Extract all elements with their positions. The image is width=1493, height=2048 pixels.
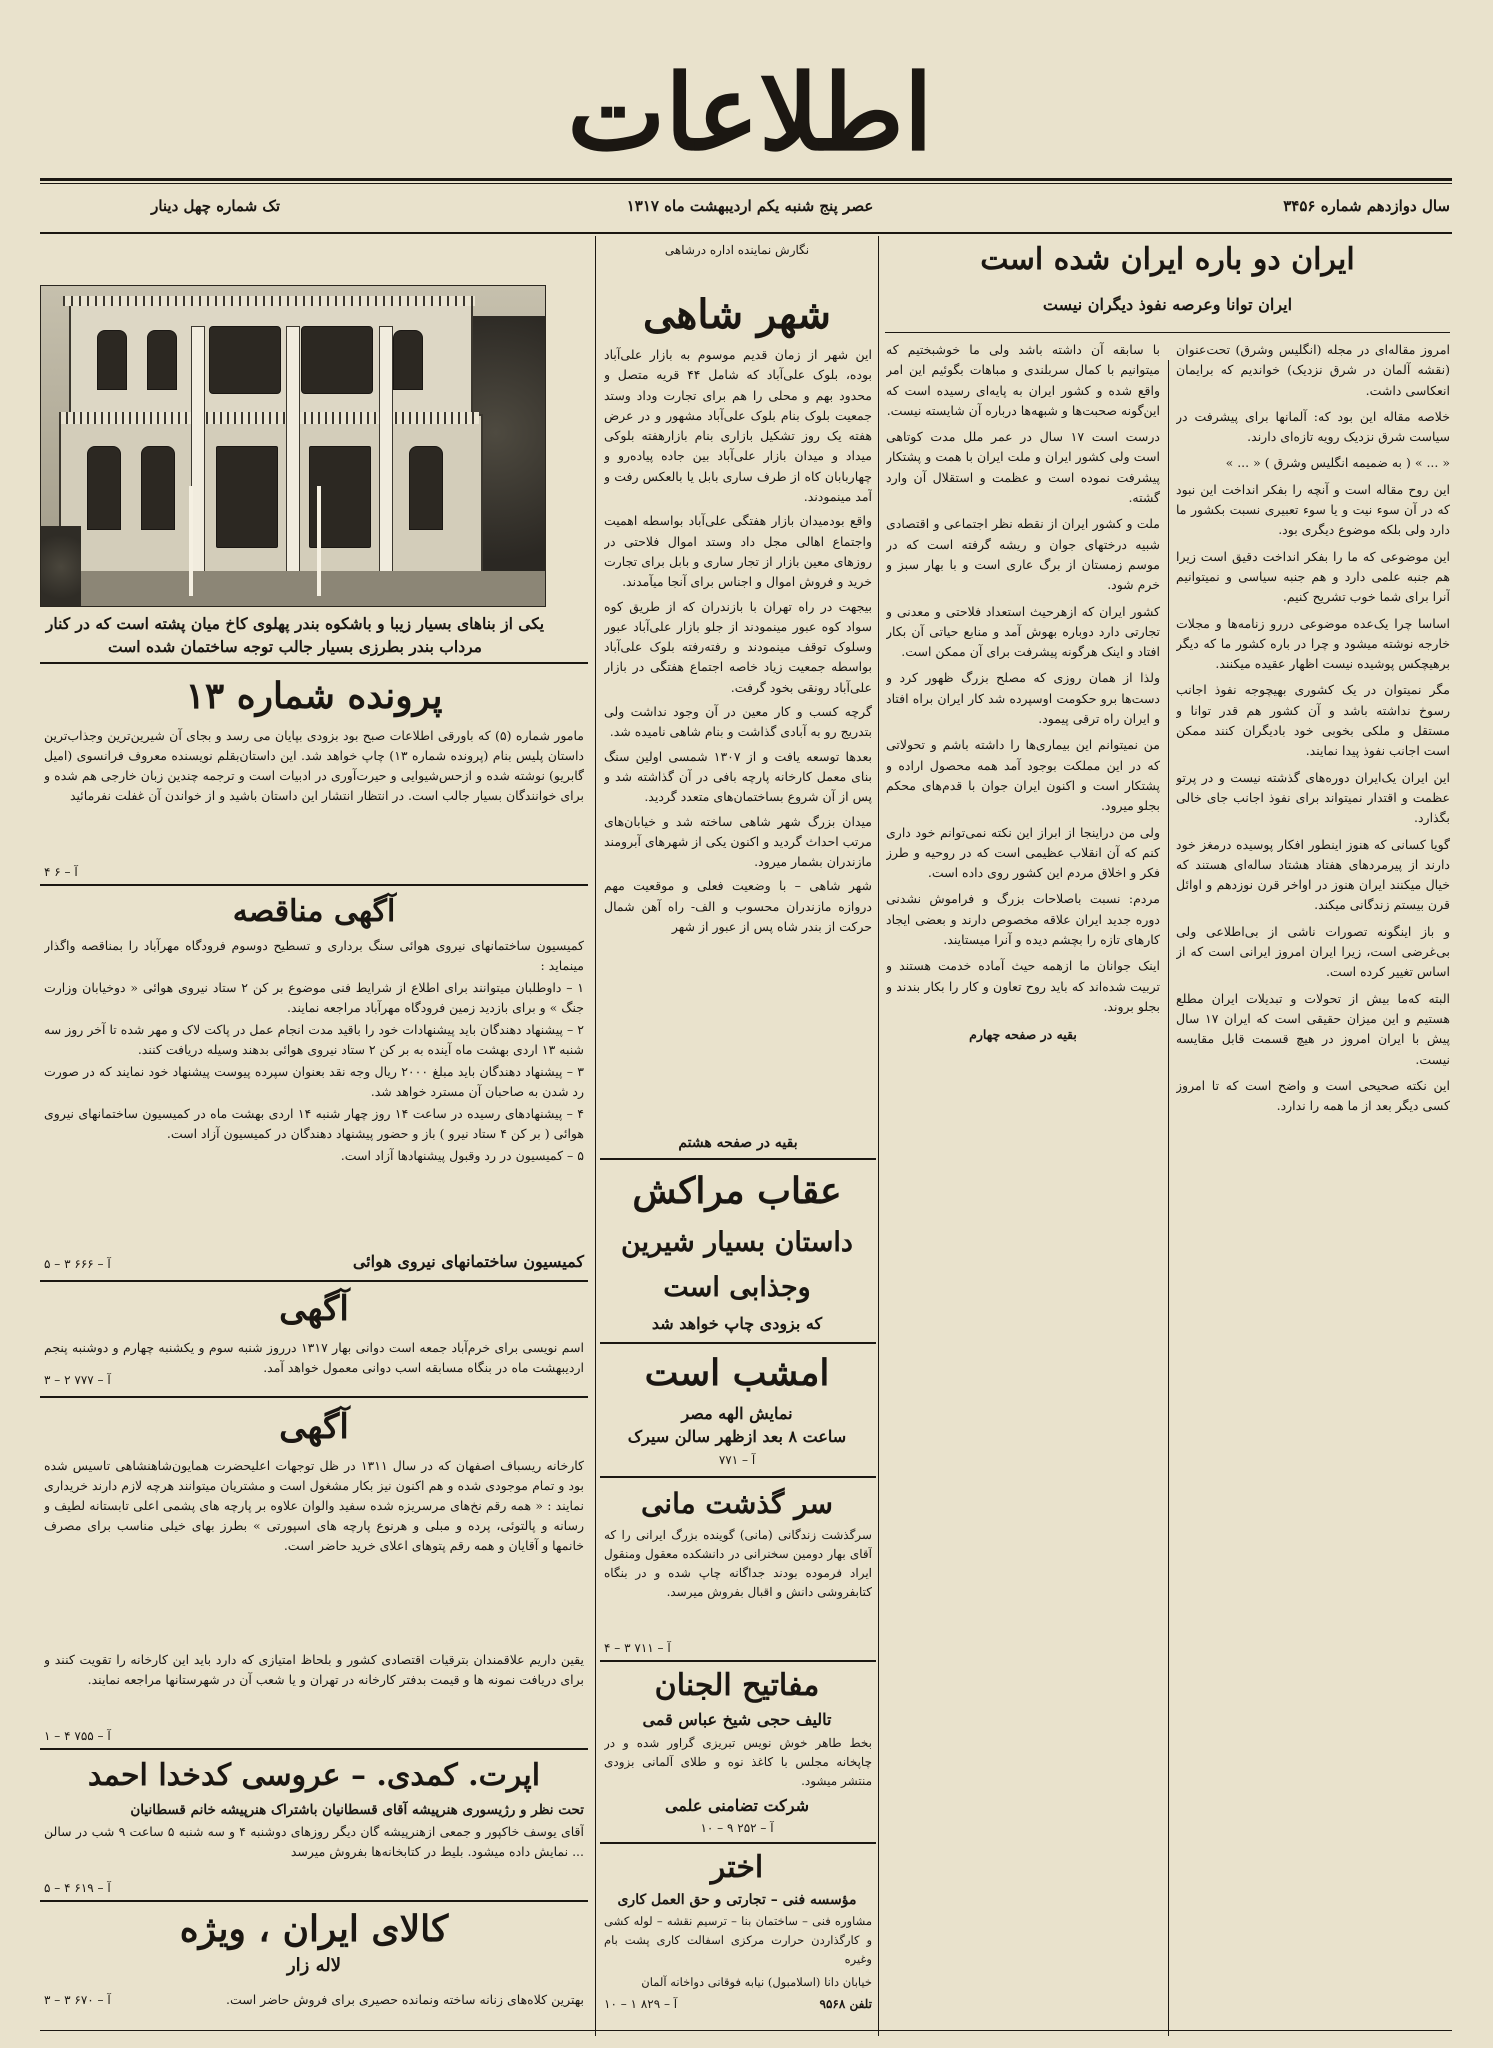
akhtar-line2: مشاوره فنی – ساختمان بنا – ترسیم نقشه – لوله کشی و کارگذاردن حرارت مرکزی اسفالت کاری پشت بام وغیره — [604, 1914, 872, 1966]
monaqese-ref: آ – ۶۶۶ ۳ – ۵ — [44, 1257, 111, 1271]
sargozasht-body: سرگذشت زندگانی (مانی) گوینده بزرگ ایرانی را که آقای بهار دومین سخنرانی در دانشکده معقول ومنقول ایراد فرموده بودند جداگانه چاپ شده و در بنگاه کتابفروشی دانش و اقبال بفروش میرسد. — [604, 1528, 872, 1599]
akhtar-title: اختر — [710, 1850, 764, 1885]
emshab-rule — [600, 1476, 876, 1478]
photo-rule — [40, 662, 588, 664]
photo-caption: یکی از بناهای بسیار زیبا و باشکوه بندر پهلوی کاخ میان پشته است که در کنار مرداب بندر بطرزی بسیار جالب توجه ساختمان شده است — [45, 614, 545, 656]
shahr-paragraph: بیجهت در راه تهران با بازندران که از طریق کوه سواد کوه عبور مینمودند از جلو بازار علی‌آباد عبور وسلوک توقف مینمودند و رفته‌رفته بلوک علی‌آباد بواسطه جمعیت زیاد خاصه اجتماع هفتگی در بازار علی‌آباد رونقی بخود گرفت. — [604, 598, 872, 695]
lead-paragraph: من نمیتوانم این بیماری‌ها را داشته باشم و تحولاتی که در این مملکت بوجود آمد همه محصول اراده و پشتکار است و اکنون ایران جوان با قدم‌های محکم بجلو میرود. — [886, 737, 1160, 814]
masthead-rule-thin — [40, 183, 1452, 184]
lead-paragraph: اساسا چرا یک‌عده موضوعی دررو زنامه‌ها و مجلات خارجه نوشته میشود و چرا در باره کشور ما که دیگر برهیچکس پوشیده نیست اظهار عقیده میکنند. — [1176, 615, 1450, 672]
emshab-ref: آ – ۷۷۱ — [718, 1453, 756, 1467]
agahi2-body1: کارخانه ریسباف اصفهان که در سال ۱۳۱۱ در ظل توجهات اعلیحضرت همایون‌شاهنشاهی تاسیس شده بود و تمام موجودی شده و هم اکنون نیز بکار مشغول است و مشتریان میتوانند هرچه لازم دارند خریداری نمایند : « همه رقم نخ‌های مرسریزه شده سفید والوان علاوه بر پارچه های پشمی اعلی تابستانه لطیف و رسانه و پالتوئی، پرده و مبلی و هرنوع پارچه های اسپورتی » بطرز بهای خیلی مناسب برای مصرف خانمها و آقایان و همه رقم پتوهای اعلای خرید حاضر است. — [44, 1458, 584, 1553]
oqab-line2: وجذابی است — [663, 1272, 811, 1303]
lead-paragraph: گویا کسانی که هنوز اینطور افکار پوسیده درمغز خود دارند از پیرمردهای هفتاد هشتاد ساله‌ای هستند که خیال میکنند ایران هنوز در اواخر قرن نوزدهم و اوائل قرن بیستم زندگانی میکند. — [1176, 836, 1450, 913]
parvande-rule — [40, 884, 588, 886]
lead-paragraph: درست است ۱۷ سال در عمر ملل مدت کوتاهی است ولی کشور ایران و ملت ایران با همت و پشتکار پیشرفت نموده است و عظمت و استقلال آن وارد گشته. — [886, 429, 1160, 506]
lead-paragraph: « ... » ( به ضمیمه انگلیس وشرق ) « ... » — [1225, 455, 1450, 471]
lead-continued-note: بقیه در صفحه چهارم — [969, 1027, 1077, 1043]
emshab-line2: ساعت ۸ بعد ازظهر سالن سیرک — [627, 1427, 847, 1446]
lead-paragraph: مردم: نسبت باصلاحات بزرگ و فراموش نشدنی دوره جدید ایران علاقه مخصوص دارند و بعضی ایجاد کارهای تازه را بچشم دیده و آنرا میستایند. — [886, 891, 1160, 948]
agahi1-ref: آ – ۷۷۷ ۲ – ۳ — [44, 1373, 111, 1387]
kala-ref: آ – ۶۷۰ ۳ – ۳ — [44, 1993, 111, 2007]
lead-paragraph: خلاصه مقاله این بود که: آلمانها برای پیشرفت در سیاست شرق نزدیک رویه تازه‌ای دارند. — [1176, 408, 1450, 445]
operet-rule — [40, 1900, 588, 1902]
lead-headline: ایران دو باره ایران شده است — [980, 242, 1355, 277]
lead-paragraph: ولی من دراینجا از ابراز این نکته نمی‌توانم خود داری کنم که آن انقلاب عظیمی است که در روحیه و طرز فکر و اخلاق مردم این کشور روی داده است. — [886, 824, 1160, 881]
agahi1-rule — [40, 1396, 588, 1398]
dateline-price: تک شماره چهل دینار — [151, 197, 280, 215]
agahi2-ref: آ – ۷۵۵ ۴ – ۱ — [44, 1729, 111, 1743]
lead-paragraph: مگر نمیتوان در یک کشوری بهیچوجه نفوذ اجانب رسوخ نداشته باشد و آن کشور هم قدر توانا و مستقل و ملکی بخوبی خود بادیگران کنند ممکن است اجانب نفوذ پیدا نمایند. — [1176, 682, 1450, 759]
parvande-title: پرونده شماره ۱۳ — [185, 675, 443, 717]
lead-paragraph: با سابقه آن داشته باشد ولی ما خوشبختیم که میتوانیم با کمال سربلندی و مباهات بگوئیم این امر واقع شده و کشور ایران به پایه‌ای رسیده است که این‌گونه صحبت‌ها و شبهه‌ها درباره آن شایسته نیست. — [886, 342, 1160, 418]
kala-title: کالای ایران ، ویژه — [179, 1908, 449, 1950]
akhtar-line1: مؤسسه فنی – تجارتی و حق العمل کاری — [617, 1892, 857, 1908]
sargozasht-ref: آ – ۷۱۱ ۳ – ۴ — [604, 1641, 671, 1655]
shahr-paragraph: گرچه کسب و کار معین در آن وجود نداشت ولی بتدریج رو به آبادی گذاشت و بنام شاهی نامیده شد. — [604, 704, 872, 740]
lead-paragraph: امروز مقاله‌ای در مجله (انگلیس وشرق) تحت‌عنوان (نقشه آلمان در شرق نزدیک) خواندیم که برایمان انعکاسی داشت. — [1176, 342, 1450, 398]
dateline-issue: سال دوازدهم شماره ۳۴۵۶ — [1283, 197, 1450, 215]
monaqese-intro: کمیسیون ساختمانهای نیروی هوائی سنگ برداری و تسطیح دوسوم فرودگاه مهرآباد را بمناقصه واگذار مینماید : — [44, 938, 584, 973]
mafatih-publisher: شرکت تضامنی علمی — [664, 1796, 810, 1815]
agahi1-title: آگهی — [279, 1289, 349, 1329]
monaqese-signature: کمیسیون ساختمانهای نیروی هوائی — [352, 1252, 584, 1271]
monaqese-item: ۱ – داوطلبان میتوانند برای اطلاع از شرایط فنی موضوع بر کن ۲ ستاد نیروی هوائی « دوخیابان وزارت جنگ » و برای بازدید زمین فرودگاه مهرآباد مراجعه نمایند. — [44, 980, 584, 1015]
kala-sub: لاله زار — [286, 1955, 342, 1976]
parvande-ref: آ – ۶ ۴ — [44, 865, 78, 879]
shahr-rule — [600, 1158, 876, 1160]
sargozasht-rule — [600, 1660, 876, 1662]
oqab-rule — [600, 1342, 876, 1344]
monaqese-item: ۲ – پیشنهاد دهندگان باید پیشنهادات خود را باقید مدت انجام عمل در پاکت لاک و مهر شده تا آخر روز سه شنبه ۱۳ اردی بهشت ماه آینده به بر کن ۲ ستاد نیروی هوائی بدهند وسیله دریافت کنند. — [44, 1022, 584, 1057]
mafatih-line2: بخط طاهر خوش نویس تبریزی گراور شده و در چاپخانه مجلس با کاغذ نوه و طلای آلمانی بزودی منتشر میشود. — [604, 1736, 872, 1788]
shahr-title: شهر شاهی — [642, 291, 832, 338]
monaqese-item: ۵ – کمیسیون در رد وقبول پیشنهادها آزاد است. — [340, 1148, 584, 1163]
mafatih-ref: آ – ۲۵۲ ۹ – ۱۰ — [700, 1821, 774, 1835]
mafatih-rule — [600, 1842, 876, 1844]
operet-line2: آقای یوسف خاکپور و جمعی ازهنرپیشه گان دیگر روزهای دوشنبه ۴ و سه شنبه ۵ ساعت ۹ شب در سالن ... نمایش داده میشود. بلیط در کتابخانه‌ها بفروش میرسد — [44, 1824, 584, 1859]
oqab-line1: داستان بسیار شیرین — [621, 1227, 853, 1258]
mafatih-title: مفاتیح الجنان — [654, 1668, 820, 1703]
mafatih-line1: تالیف حجی شیخ عباس قمی — [642, 1710, 832, 1729]
emshab-title: امشب است — [644, 1352, 830, 1394]
lead-paragraph: و باز اینگونه تصورات ناشی از بی‌اطلاعی ولی بی‌غرضی است، زیرا ایران امروز ایرانی است که از اساس تغییر کرده است. — [1176, 923, 1450, 980]
lead-paragraph: این روح مقاله است و آنچه را بفکر انداخت این نبود که در آن سوء نیت و یا سوء تعبیری نسبت بکشور ما دارد ولی بلکه موضوع دیگری بود. — [1176, 481, 1450, 538]
shahr-body — [604, 345, 872, 1125]
shahr-byline: نگارش نماینده اداره درشاهی — [664, 243, 810, 257]
lead-column-left — [886, 340, 1160, 2030]
shahr-continued-note: بقیه در صفحه هشتم — [678, 1135, 798, 1151]
agahi2-body2: یقین داریم علاقمندان بترقیات اقتصادی کشور و بلحاظ امتیازی که دارد باید این کارخانه را تقویت کنند و برای دریافت نمونه ها و قیمت بدفتر کارخانه در تهران و یا شعب آن در شهرستانها مراجعه نمایند. — [44, 1652, 584, 1687]
agahi2-title: آگهی — [279, 1407, 349, 1447]
masthead-title: اطلاعات — [567, 51, 933, 174]
column-rule-3 — [1168, 360, 1169, 2036]
agahi1-body: اسم نویسی برای خرم‌آباد جمعه است دوانی بهار ۱۳۱۷ درروز شنبه سوم و یکشنبه چهارم و دوشنبه پنجم اردیبهشت ماه در بنگاه مسابقه اسب دوانی معمول خواهد آمد. — [44, 1340, 584, 1375]
kala-body: بهترین کلاه‌های زنانه ساخته ونمانده حصیری برای فروش حاضر است. — [226, 1992, 584, 2007]
operet-title: اپرت. کمدی. – عروسی کدخدا احمد — [87, 1758, 541, 1793]
dateline-date: عصر پنج شنبه یکم اردیبهشت ماه ۱۳۱۷ — [626, 197, 874, 215]
monaqese-item: ۴ – پیشنهادهای رسیده در ساعت ۱۴ روز چهار شنبه ۱۴ اردی بهشت ماه در کمیسیون ساختمانهای نیروی هوائی ( بر کن ۴ ستاد نیرو ) باز و حضور پیشنهاد دهندگان در کمیسیون آزاد است. — [44, 1106, 584, 1141]
monaqese-item: ۳ – پیشنهاد دهندگان باید مبلغ ۲۰۰۰ ریال وجه نقد بعنوان سپرده پیوست پیشنهاد خود نمایند که در صورت رد شدن به صاحبان آن مسترد خواهد شد. — [44, 1064, 584, 1099]
parvande-body: مامور شماره (۵) که باورقی اطلاعات صبح بود بزودی بپایان می رسد و بجای آن شیرین‌ترین وجذاب‌ترین داستان پلیس بنام (پرونده شماره ۱۳) چاپ خواهد شد. این داستان‌بقلم نویسنده معروف فرانسوی (امیل گابریو) نوشته شده و ازحس‌شیوایی و حیرت‌آوری در ادبیات است و ترجمه چندین زبان خارجی هم شده و برای خوانندگان بسیار جالب است. در انتظار انتشار این داستان باشید و از خواندن آن غفلت نفرمائید — [44, 728, 584, 803]
lead-rule — [885, 332, 1450, 333]
shahr-paragraph: شهر شاهی – با وضعیت فعلی و موقعیت مهم دروازه مازندران محسوب و الف‌- راه آهن شمال حرکت از بندر شاه پس از عبور از شهر — [604, 878, 872, 935]
shahr-paragraph: میدان بزرگ شهر شاهی ساخته شد و خیابان‌های مرتب احداث گردید و اکنون یکی از شهرهای آبرومند مازندران بشمار میرود. — [604, 813, 872, 870]
lead-paragraph: ولذا از همان روزی که مصلح بزرگ ظهور کرد و دست‌ها برو حکومت اوسپرده شد کار ایران براه افتاد و ایران راه ترقی پیمود. — [886, 670, 1160, 727]
lead-subhead: ایران توانا وعرصه نفوذ دیگران نیست — [1042, 295, 1293, 314]
lead-paragraph: این ایران یک‌ایران دوره‌های گذشته نیست و در پرتو عظمت و اقتدار نمیتواند برای نفوذ اجانب جای خالی بگذارد. — [1176, 769, 1450, 826]
lead-paragraph: ملت و کشور ایران از نقطه نظر اجتماعی و اقتصادی شبیه درختهای جوان و ریشه گرفته است که در موسم زمستان از برگ عاری است و با بهار سبز و خرم شود. — [886, 516, 1160, 593]
akhtar-ref: آ – ۸۲۹ ۱ – ۱۰ — [604, 1997, 678, 2011]
column-rule-2 — [878, 236, 879, 2036]
dateline-rule — [40, 232, 1452, 234]
agahi2-rule — [40, 1748, 588, 1750]
monaqese-items — [44, 978, 584, 1248]
emshab-line1: نمایش الهه مصر — [681, 1404, 793, 1423]
lead-paragraph: اینک جوانان ما ازهمه حیث آماده خدمت هستند و تربیت شده‌اند که باید روح تعاون و کار را بکار بندند و بجلو بروند. — [886, 958, 1160, 1014]
monaqese-title: آگهی مناقصه — [232, 894, 396, 929]
palace-photo — [40, 285, 546, 607]
lead-paragraph: این نکته صحیحی است و واضح است که تا امروز کسی دیگر بعد از ما همه را ندارد. — [1176, 1077, 1450, 1114]
akhtar-phone: تلفن ۹۵۶۸ — [819, 1997, 872, 2011]
akhtar-address: خیابان دانا (اسلامبول) نیابه فوقانی دواخانه آلمان — [641, 1975, 872, 1989]
shahr-paragraph: این شهر از زمان قدیم موسوم به بازار علی‌آباد بوده، بلوک علی‌آباد که شامل ۴۴ قریه متصل و محدود بهم و محلی را هم برای تجارت وداد وستد جمعیت بلوک بنام بلوک علی‌آباد مشهور و در عرض هفته یک روز تشکیل بازاری بنام بازارهفته بلوکی میداد و میدان بازار علی‌آباد بین جاده پیاده‌رو و چهاربابان کاه از طرف ساری بابل یا بالعکس رفت و آمد مینمودند. — [604, 347, 872, 505]
lead-column-right — [1176, 340, 1450, 2030]
sargozasht-title: سر گذشت مانی — [640, 1487, 834, 1520]
bottom-rule — [40, 2030, 1452, 2031]
lead-paragraph: این موضوعی که ما را بفکر انداخت دقیق است زیرا هم جنبه علمی دارد و هم جنبه سیاسی و نمیتوانیم آنرا برای شما خوب تشریح کنیم. — [1176, 548, 1450, 605]
operet-line1: تحت نظر و رژیسوری هنرپیشه آقای قسطانیان باشتراک هنرپیشه خانم قسطانیان — [130, 1802, 584, 1818]
oqab-title: عقاب مراکش — [632, 1170, 842, 1212]
operet-ref: آ – ۶۱۹ ۴ – ۵ — [44, 1881, 111, 1895]
monaqese-rule — [40, 1280, 588, 1282]
lead-paragraph: کشور ایران که ازهرحیث استعداد فلاحتی و معدنی و تجارتی دارد دوباره بهوش آمد و منابع حیاتی آن بکار افتاد و اینک هرگونه پیشرفت برای آن ممکن است. — [886, 603, 1160, 660]
shahr-paragraph: بعدها توسعه یافت و از ۱۳۰۷ شمسی اولین سنگ بنای معمل کارخانه پارچه بافی در آن گذاشته شد و پس از آن شروع بساختمان‌های متعدد گردید. — [604, 748, 872, 805]
shahr-paragraph: واقع بودمیدان بازار هفتگی علی‌آباد بواسطه اهمیت واجتماع اهالی مجل داد وستد اموال فلاحتی در روزهای معین‌ بازار از تجار ساری و بابل برای تجارت خرید و فروش اموال و اجناس برای آنجا میآمدند. — [604, 513, 872, 590]
column-rule-1 — [595, 236, 596, 2036]
lead-paragraph: البته که‌ما بیش از تحولات و تبدیلات ایران مطلع هستیم و این میزان حقیقی است که ایران ۱۷ سال پیش با ایران امروز در هیچ قسمت قابل مقایسه نیست. — [1176, 990, 1450, 1067]
masthead-rule — [40, 178, 1452, 181]
oqab-line3: که بزودی چاپ خواهد شد — [651, 1314, 823, 1333]
